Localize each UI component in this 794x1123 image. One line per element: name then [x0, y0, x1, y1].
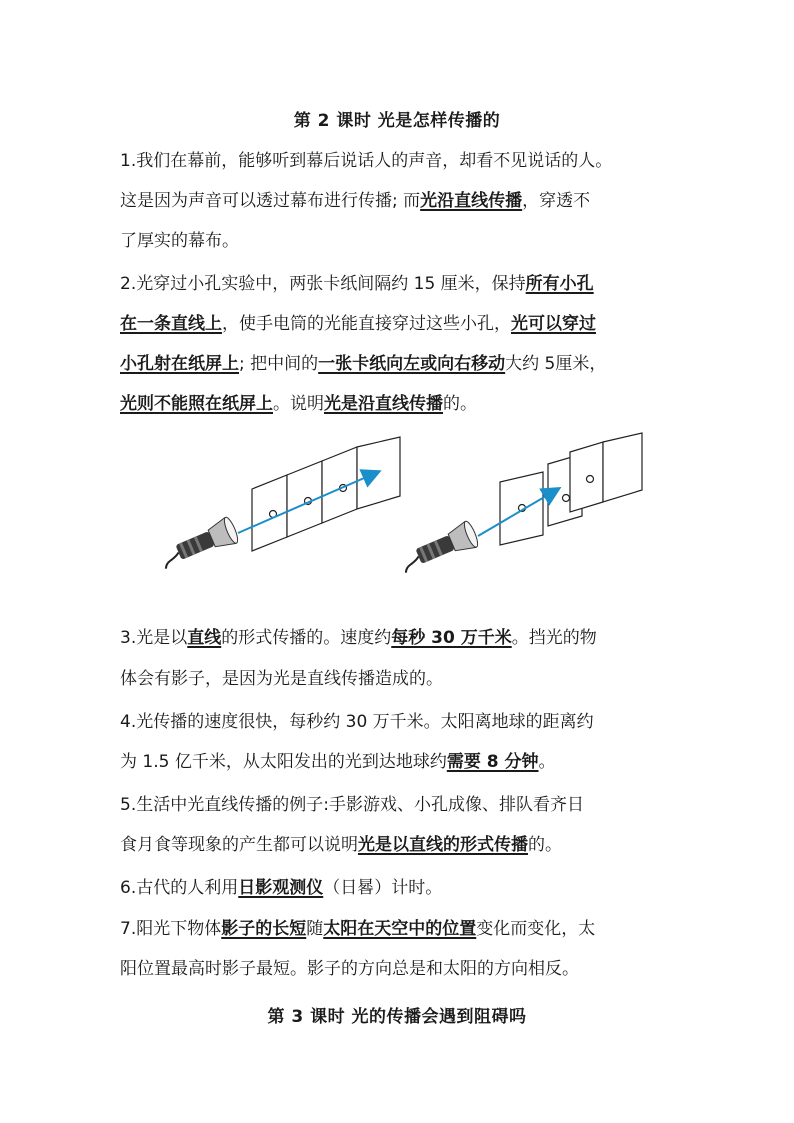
flashlight-icon: [160, 516, 240, 573]
pinhole: [587, 476, 594, 483]
key-point: 一张卡纸向左或向右移动: [318, 354, 506, 374]
card: [603, 433, 642, 502]
p1-line3: [120, 230, 680, 252]
key-point: 影子的长短: [221, 919, 307, 939]
p5-text: 5.生活中光直线传播的例子:手影游戏、小孔成像、排队看齐日: [120, 795, 584, 815]
p2-text: ，使手电筒的光能直接穿过这些小孔，: [222, 314, 511, 334]
p6-text: 6.古代的人利用: [120, 878, 239, 898]
p6-text: （日晷）计时。: [323, 878, 443, 898]
key-point: 在一条直线上: [120, 314, 222, 334]
card: [357, 437, 400, 509]
p1-text: 了厚实的幕布。: [120, 231, 239, 251]
p2-text: 。说明: [273, 394, 324, 414]
p2-text: 的。: [443, 394, 477, 414]
key-point: 小孔射在纸屏上: [120, 354, 239, 374]
p3-line1: [120, 627, 680, 649]
key-point: 直线: [187, 628, 222, 648]
key-point: 光是沿直线传播: [324, 394, 443, 414]
key-point: 每秒 30 万千米: [391, 628, 512, 648]
p2-text: ; 把中间的: [239, 354, 319, 374]
p2-text: 大约 5厘米，: [505, 354, 607, 374]
p4-text: 为 1.5 亿千米，从太阳发出的光到达地球约: [120, 752, 447, 772]
pinhole-experiment-figure: [160, 432, 650, 582]
p3-text: 。挡光的物: [511, 628, 597, 648]
p4-text: 。: [538, 752, 556, 772]
key-point: 太阳在天空中的位置: [323, 919, 477, 939]
key-point: 光则不能照在纸屏上: [120, 394, 273, 414]
shifted-card-setup: [397, 433, 642, 576]
p2-text: 2.光穿过小孔实验中，两张卡纸间隔约 15 厘米，保持: [120, 274, 526, 294]
p1-text: 1.我们在幕前，能够听到幕后说话人的声音，却看不见说话的人。: [120, 151, 613, 171]
p1-text: 这是因为声音可以透过幕布进行传播; 而: [120, 191, 421, 211]
key-point: 日影观测仪: [238, 878, 324, 898]
p7-text: 随: [306, 919, 324, 939]
p1-line1: [120, 150, 680, 172]
p6-line1: [120, 877, 680, 899]
p5-line2: [120, 834, 680, 856]
p3-text: 的形式传播的。速度约: [221, 628, 392, 648]
p4-text: 4.光传播的速度很快，每秒约 30 万千米。太阳离地球的距离约: [120, 712, 594, 732]
p1-line2: [120, 190, 680, 212]
p1-text: ，穿透不: [522, 191, 591, 211]
p4-line1: [120, 711, 680, 733]
key-point: 需要 8 分钟: [446, 752, 539, 772]
p2-line2: [120, 313, 680, 335]
p2-line4: [120, 393, 680, 415]
key-point: 所有小孔: [525, 274, 594, 294]
p4-line2: [120, 751, 680, 773]
p3-text: 3.光是以: [120, 628, 188, 648]
p5-text: 食月食等现象的产生都可以说明: [120, 835, 358, 855]
pinhole: [563, 495, 570, 502]
p7-line2: [120, 958, 680, 980]
p7-text: 7.阳光下物体: [120, 919, 222, 939]
p7-text: 变化而变化，太: [476, 919, 596, 939]
p7-text: 阳位置最高时影子最短。影子的方向总是和太阳的方向相反。: [120, 959, 579, 979]
p3-text: 体会有影子，是因为光是直线传播造成的。: [120, 669, 443, 689]
lesson3-title: 第 3 课时 光的传播会遇到阻碍吗: [267, 1007, 527, 1027]
p2-line1: [120, 273, 680, 295]
card: [322, 447, 357, 523]
key-point: 光可以穿过: [511, 314, 596, 334]
key-point: 光是以直线的形式传播: [358, 835, 528, 855]
key-point: 光沿直线传播: [420, 191, 523, 211]
aligned-holes-setup: [160, 437, 400, 572]
lesson2-title: 第 2 课时 光是怎样传播的: [293, 111, 501, 131]
flashlight-icon: [397, 520, 481, 577]
p5-text: 的。: [528, 835, 562, 855]
p3-line2: [120, 668, 680, 690]
p2-line3: [120, 353, 680, 375]
p5-line1: [120, 794, 680, 816]
p7-line1: [120, 918, 680, 940]
